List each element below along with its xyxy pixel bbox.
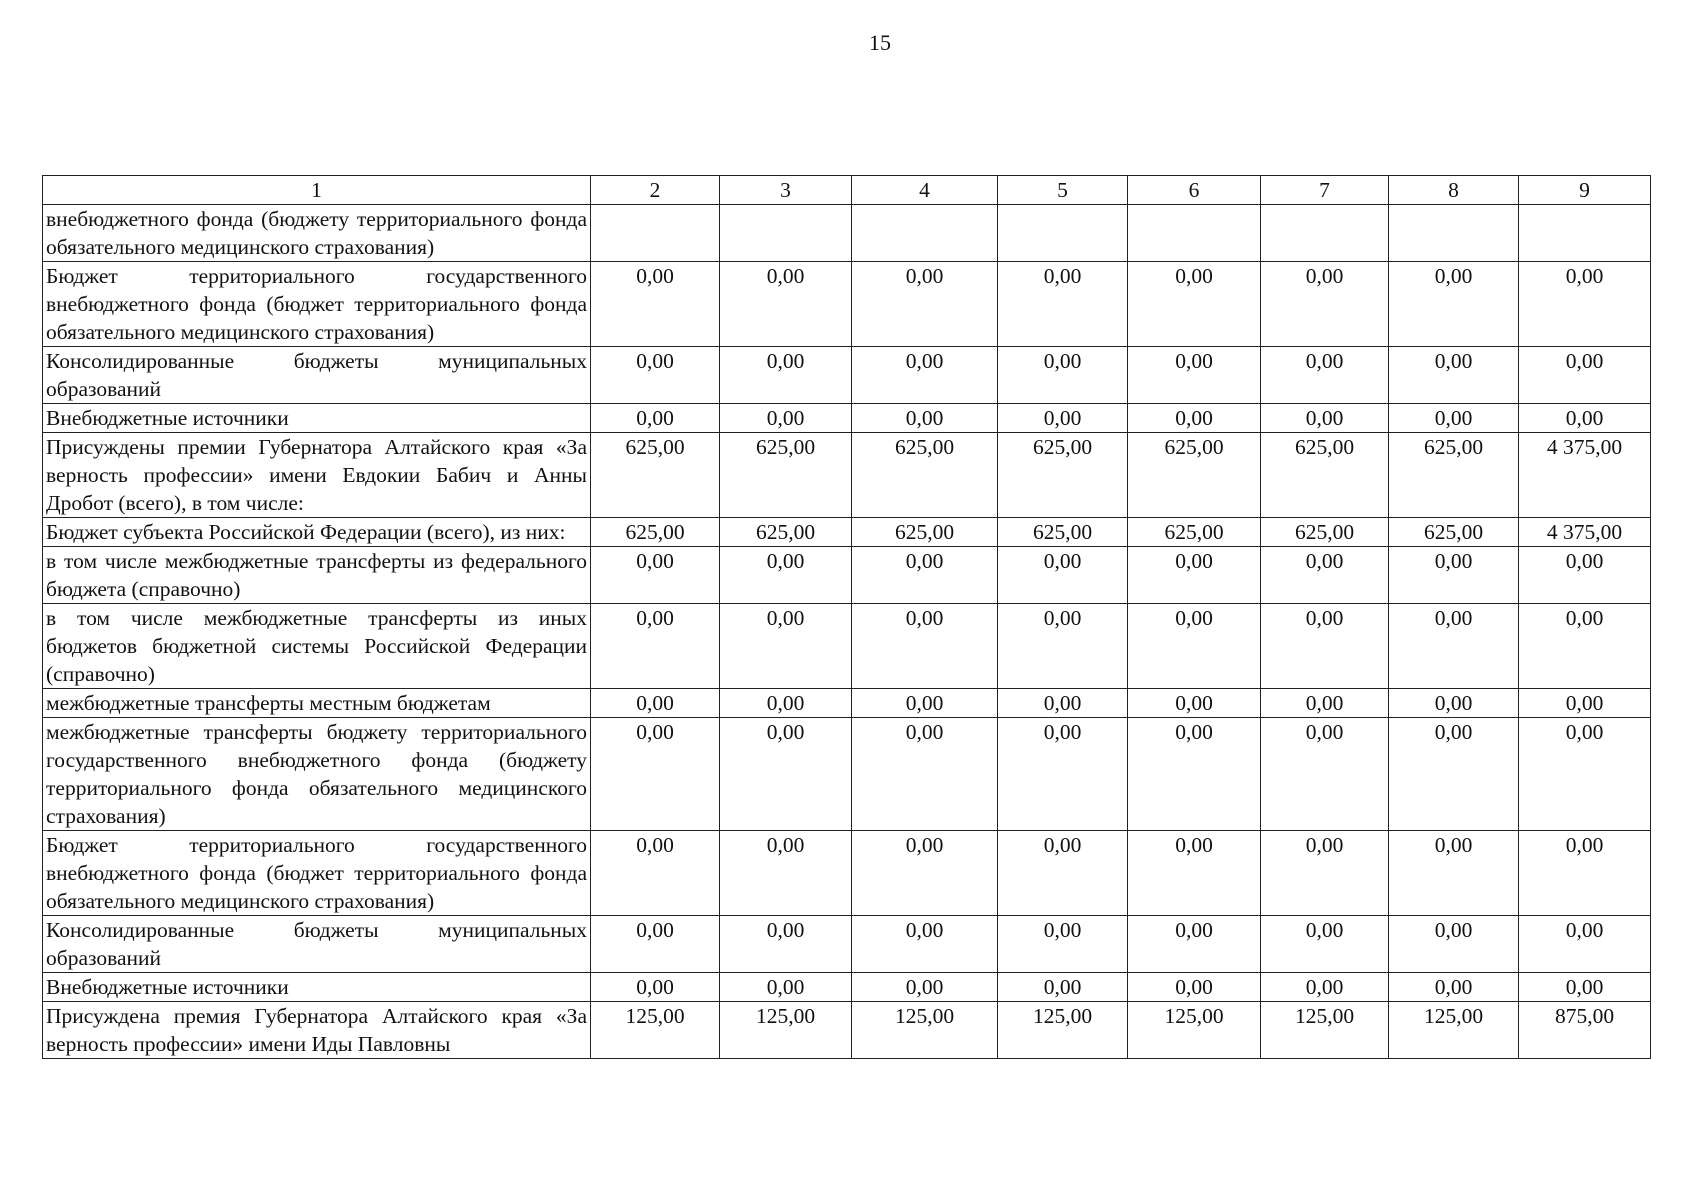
row-label: Присуждена премия Губернатора Алтайского края «За верность профессии» имени Иды Павловны (43, 1002, 591, 1059)
table-body (43, 205, 1651, 1059)
value-cell: 0,00 (1519, 718, 1651, 831)
value-cell: 0,00 (1261, 831, 1389, 916)
column-header: 3 (720, 176, 852, 205)
table-row (43, 404, 1651, 433)
value-cell: 0,00 (720, 973, 852, 1002)
row-label: межбюджетные трансферты бюджету территориального государственного внебюджетного фонда (бюджету территориального фонда обязательного медицинского страхования) (43, 718, 591, 831)
column-header: 6 (1128, 176, 1261, 205)
value-cell: 0,00 (591, 689, 720, 718)
value-cell (1128, 205, 1261, 262)
value-cell: 0,00 (998, 831, 1128, 916)
header-row (43, 176, 1651, 205)
value-cell: 0,00 (1389, 718, 1519, 831)
row-label: Присуждены премии Губернатора Алтайского края «За верность профессии» имени Евдокии Бабич и Анны Дробот (всего), в том числе: (43, 433, 591, 518)
table-row (43, 518, 1651, 547)
value-cell: 0,00 (1389, 547, 1519, 604)
value-cell: 0,00 (1519, 262, 1651, 347)
value-cell: 0,00 (1519, 404, 1651, 433)
value-cell: 625,00 (852, 518, 998, 547)
value-cell: 0,00 (852, 916, 998, 973)
value-cell: 0,00 (591, 718, 720, 831)
row-label: Консолидированные бюджеты муниципальных образований (43, 347, 591, 404)
value-cell: 0,00 (720, 718, 852, 831)
value-cell: 0,00 (1261, 347, 1389, 404)
value-cell: 0,00 (1519, 973, 1651, 1002)
table-row (43, 547, 1651, 604)
value-cell: 0,00 (1128, 831, 1261, 916)
value-cell: 0,00 (1128, 547, 1261, 604)
page-number: 15 (869, 30, 891, 55)
value-cell: 0,00 (852, 404, 998, 433)
table-row (43, 433, 1651, 518)
value-cell: 0,00 (998, 973, 1128, 1002)
value-cell: 625,00 (1128, 433, 1261, 518)
value-cell: 625,00 (852, 433, 998, 518)
value-cell: 0,00 (998, 916, 1128, 973)
value-cell: 0,00 (1389, 689, 1519, 718)
value-cell (720, 205, 852, 262)
value-cell: 0,00 (1389, 916, 1519, 973)
value-cell: 0,00 (1261, 262, 1389, 347)
value-cell: 625,00 (591, 518, 720, 547)
value-cell: 0,00 (998, 347, 1128, 404)
value-cell: 0,00 (591, 973, 720, 1002)
column-header: 4 (852, 176, 998, 205)
table-row (43, 205, 1651, 262)
value-cell: 125,00 (1261, 1002, 1389, 1059)
value-cell: 0,00 (1128, 262, 1261, 347)
value-cell: 0,00 (1519, 831, 1651, 916)
value-cell: 0,00 (1519, 604, 1651, 689)
value-cell (998, 205, 1128, 262)
column-header: 7 (1261, 176, 1389, 205)
value-cell: 0,00 (591, 547, 720, 604)
row-label: Бюджет территориального государственного внебюджетного фонда (бюджет территориального фонда обязательного медицинского страхования) (43, 262, 591, 347)
value-cell: 0,00 (1261, 916, 1389, 973)
row-label: Бюджет субъекта Российской Федерации (всего), из них: (43, 518, 591, 547)
value-cell (852, 205, 998, 262)
value-cell: 0,00 (1519, 916, 1651, 973)
value-cell: 0,00 (852, 973, 998, 1002)
value-cell: 0,00 (720, 689, 852, 718)
value-cell: 0,00 (852, 831, 998, 916)
row-label: внебюджетного фонда (бюджету территориального фонда обязательного медицинского страхования) (43, 205, 591, 262)
table-row (43, 1002, 1651, 1059)
value-cell: 0,00 (720, 547, 852, 604)
row-label: в том числе межбюджетные трансферты из федерального бюджета (справочно) (43, 547, 591, 604)
value-cell: 4 375,00 (1519, 433, 1651, 518)
value-cell: 0,00 (720, 831, 852, 916)
value-cell: 0,00 (1261, 718, 1389, 831)
value-cell: 0,00 (720, 604, 852, 689)
value-cell: 4 375,00 (1519, 518, 1651, 547)
value-cell: 0,00 (1128, 916, 1261, 973)
row-label: Внебюджетные источники (43, 973, 591, 1002)
table-row (43, 718, 1651, 831)
value-cell: 125,00 (1128, 1002, 1261, 1059)
value-cell: 625,00 (998, 433, 1128, 518)
value-cell: 0,00 (591, 831, 720, 916)
value-cell: 125,00 (720, 1002, 852, 1059)
value-cell: 0,00 (852, 262, 998, 347)
value-cell (1261, 205, 1389, 262)
value-cell: 0,00 (591, 404, 720, 433)
value-cell: 0,00 (591, 604, 720, 689)
value-cell: 0,00 (852, 347, 998, 404)
value-cell: 0,00 (998, 718, 1128, 831)
value-cell: 0,00 (720, 404, 852, 433)
value-cell: 625,00 (720, 518, 852, 547)
value-cell: 625,00 (1389, 433, 1519, 518)
value-cell: 125,00 (998, 1002, 1128, 1059)
value-cell: 625,00 (720, 433, 852, 518)
table-row (43, 973, 1651, 1002)
value-cell: 0,00 (1519, 347, 1651, 404)
value-cell: 0,00 (1389, 831, 1519, 916)
value-cell: 0,00 (1128, 404, 1261, 433)
value-cell: 0,00 (1389, 604, 1519, 689)
table-row (43, 604, 1651, 689)
value-cell: 0,00 (998, 604, 1128, 689)
value-cell: 0,00 (720, 916, 852, 973)
table-row (43, 689, 1651, 718)
budget-table (42, 175, 1651, 1059)
value-cell: 0,00 (852, 718, 998, 831)
value-cell: 0,00 (1389, 973, 1519, 1002)
table-row (43, 916, 1651, 973)
value-cell: 0,00 (1128, 347, 1261, 404)
value-cell: 625,00 (1261, 433, 1389, 518)
value-cell: 0,00 (1128, 973, 1261, 1002)
value-cell: 0,00 (998, 689, 1128, 718)
value-cell: 0,00 (852, 604, 998, 689)
value-cell: 0,00 (1389, 404, 1519, 433)
value-cell: 0,00 (998, 262, 1128, 347)
value-cell: 0,00 (1519, 547, 1651, 604)
value-cell: 0,00 (591, 262, 720, 347)
value-cell: 875,00 (1519, 1002, 1651, 1059)
value-cell: 0,00 (1128, 718, 1261, 831)
row-label: межбюджетные трансферты местным бюджетам (43, 689, 591, 718)
value-cell: 0,00 (1261, 689, 1389, 718)
value-cell: 0,00 (591, 916, 720, 973)
value-cell (1389, 205, 1519, 262)
table-row (43, 347, 1651, 404)
value-cell: 0,00 (1261, 604, 1389, 689)
value-cell: 0,00 (1261, 973, 1389, 1002)
value-cell: 125,00 (852, 1002, 998, 1059)
value-cell: 0,00 (1519, 689, 1651, 718)
value-cell: 0,00 (998, 547, 1128, 604)
row-label: Консолидированные бюджеты муниципальных образований (43, 916, 591, 973)
value-cell: 0,00 (720, 347, 852, 404)
column-header: 9 (1519, 176, 1651, 205)
row-label: Бюджет территориального государственного внебюджетного фонда (бюджет территориального фонда обязательного медицинского страхования) (43, 831, 591, 916)
value-cell (591, 205, 720, 262)
column-header: 8 (1389, 176, 1519, 205)
value-cell: 0,00 (1261, 547, 1389, 604)
value-cell: 0,00 (1128, 604, 1261, 689)
value-cell: 125,00 (1389, 1002, 1519, 1059)
value-cell: 625,00 (998, 518, 1128, 547)
value-cell: 0,00 (720, 262, 852, 347)
column-header: 1 (43, 176, 591, 205)
table-row (43, 831, 1651, 916)
value-cell: 0,00 (591, 347, 720, 404)
row-label: в том числе межбюджетные трансферты из иных бюджетов бюджетной системы Российской Федерации (справочно) (43, 604, 591, 689)
value-cell: 0,00 (1261, 404, 1389, 433)
value-cell: 625,00 (1261, 518, 1389, 547)
value-cell: 625,00 (1389, 518, 1519, 547)
value-cell: 0,00 (852, 547, 998, 604)
column-header: 2 (591, 176, 720, 205)
value-cell: 125,00 (591, 1002, 720, 1059)
value-cell: 625,00 (1128, 518, 1261, 547)
value-cell: 0,00 (852, 689, 998, 718)
row-label: Внебюджетные источники (43, 404, 591, 433)
table-row (43, 262, 1651, 347)
value-cell (1519, 205, 1651, 262)
value-cell: 0,00 (1128, 689, 1261, 718)
value-cell: 0,00 (998, 404, 1128, 433)
column-header: 5 (998, 176, 1128, 205)
value-cell: 0,00 (1389, 347, 1519, 404)
value-cell: 0,00 (1389, 262, 1519, 347)
value-cell: 625,00 (591, 433, 720, 518)
